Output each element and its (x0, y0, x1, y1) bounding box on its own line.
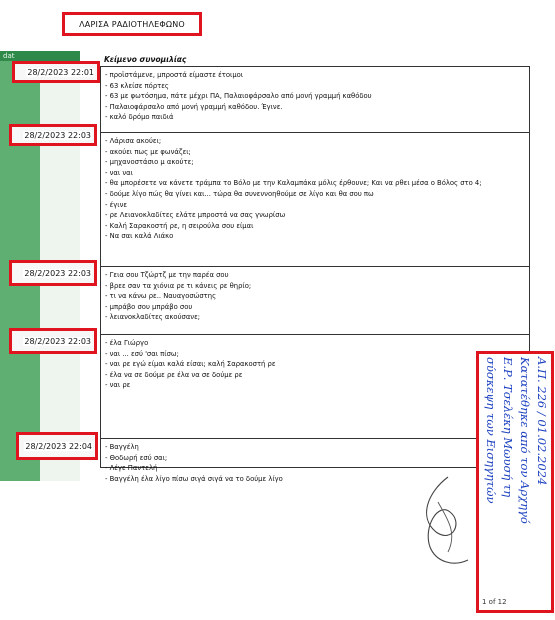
timestamp-box (12, 61, 100, 83)
timestamp-box (9, 328, 97, 354)
transcript-line: - καλό δρόμο παιδιά (105, 113, 174, 122)
transcript-line: - ναι ρε εγώ είμαι καλά είσαι; καλή Σαρακοστή ρε (105, 360, 276, 369)
timestamp-box (9, 124, 97, 146)
document-title (62, 12, 202, 36)
signature (408, 472, 478, 572)
sidebar-tab: dat (0, 51, 80, 61)
transcript-line: - Λάρισα ακούει; (105, 137, 162, 145)
timestamp-box (16, 432, 98, 460)
transcript-row (100, 334, 530, 438)
transcript-line: - ναι ναι (105, 168, 133, 177)
transcript-line: - Βαγγέλη (105, 443, 139, 451)
transcript-line: - Να σαι καλά Λιάκο (105, 232, 174, 241)
transcript-line: - προϊστάμενε, μπροστά είμαστε έτοιμοι (105, 71, 244, 79)
transcript-row (100, 438, 530, 483)
transcript-row (100, 132, 530, 266)
transcript-line: - μηχανοστάσιο μ ακούτε; (105, 158, 194, 167)
transcript-line: - ρε Λειανοκλαδίτες ελάτε μπροστά να σας γνωρίσω (105, 211, 286, 220)
transcript-line: - μπράβο σου μπράβο σου (105, 302, 193, 311)
timestamp-box (9, 260, 97, 286)
timestamp: 28/2/2023 22:03 (24, 268, 91, 278)
annotation-line: Α.Π. 226 / 01.02.2024 (535, 357, 549, 486)
transcript-line: - βρεε σαν τα χιόνια ρε τι κάνεις ρε θηρίο; (105, 281, 252, 290)
transcript-line: - Βαγγέλη έλα λίγο πίσω σιγά σιγά να το δούμε λίγο (105, 474, 283, 483)
page-number: 1 of 12 (482, 598, 507, 606)
annotation-line: Κατατέθηκε από τον Αρχηγό (518, 357, 532, 524)
transcript-line: - 63 κλείσε πόρτες (105, 81, 169, 90)
transcript-line: - τι να κάνω ρε.. Ναυαγοσώστης (105, 292, 217, 301)
document-title-text: ΛΑΡΙΣΑ ΡΑΔΙΟΤΗΛΕΦΩΝΟ (79, 19, 185, 29)
annotation-line: σύσκεψη των Εισηγητών (484, 357, 498, 504)
transcript-line: - έγινε (105, 200, 128, 209)
transcript-line: - λειανοκλαδίτες ακούσανε; (105, 313, 201, 322)
transcript-line: - Γεια σου Τζώρτζ με την παρέα σου (105, 271, 229, 279)
timestamp: 28/2/2023 22:01 (27, 67, 94, 77)
annotation-line: Ε.Ρ. Τσελέκη Μωυσή τη (501, 357, 515, 498)
transcript-line: - Παλαιοφάρσαλο από μονή γραμμή καθόδου. Έγινε. (105, 102, 283, 111)
transcript-table (100, 55, 530, 483)
annotation-text (480, 357, 550, 607)
transcript-line: - έλα Γιώργο (105, 339, 149, 347)
transcript-line: - Καλή Σαρακοστή ρε, η σειρούλα σου είμαι (105, 221, 254, 230)
timestamp: 28/2/2023 22:03 (24, 130, 91, 140)
transcript-line: - Λέγε Παντελή (105, 464, 158, 473)
transcript-row (100, 66, 530, 132)
transcript-line: - ακούει πως με φωνάζει; (105, 147, 191, 156)
timestamp: 28/2/2023 22:04 (25, 441, 92, 451)
transcript-line: - 63 με φωτόσημα, πάτε μέχρι ΠΑ, Παλαιοφάρσαλο από μονή γραμμή καθόδου (105, 92, 372, 101)
transcript-line: - θα μπορέσετε να κάνετε τράμπα το Βόλο με την Καλαμπάκα μόλις έρθουνε; Και να ρθει μέσα ο Βόλος στο 4; (105, 179, 482, 188)
transcript-line: - ναι ρε (105, 381, 131, 390)
timestamp: 28/2/2023 22:03 (24, 336, 91, 346)
transcript-line: - δούμε λίγο πώς θα γίνει και... τώρα θα συνεννοηθούμε σε λίγο και θα σου πω (105, 189, 374, 198)
transcript-row (100, 266, 530, 334)
column-header: Κείμενο συνομιλίας (104, 55, 187, 64)
transcript-line: - ναι ... εσύ 'σαι πίσω; (105, 349, 179, 358)
handwritten-annotation (476, 351, 554, 613)
transcript-line: - έλα να σε δούμε ρε έλα να σε δούμε ρε (105, 370, 243, 379)
transcript-line: - Θοδωρή εσύ σαι; (105, 453, 168, 462)
